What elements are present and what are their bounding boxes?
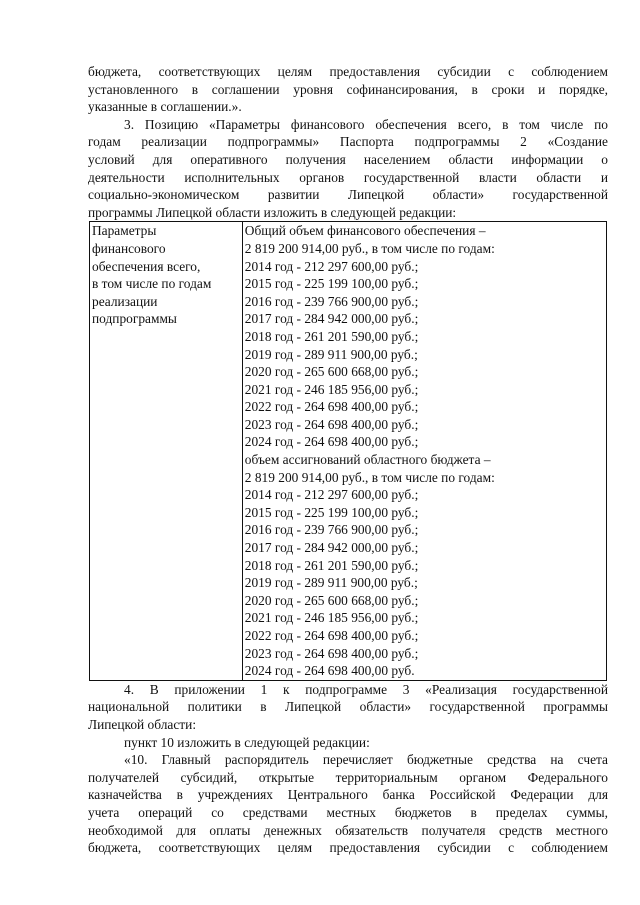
value-line: 2 819 200 914,00 руб., в том числе по годам: (244, 469, 495, 485)
value-line: 2018 год - 261 201 590,00 руб.; (244, 328, 419, 344)
value-line: 2014 год - 212 297 600,00 руб.; (244, 258, 419, 274)
value-line: 2023 год - 264 698 400,00 руб.; (244, 416, 419, 432)
value-line: 2019 год - 289 911 900,00 руб.; (244, 575, 418, 591)
text-line: программы Липецкой области изложить в следующей редакции: (88, 204, 457, 220)
text-line: 4. В приложении 1 к подпрограмме 3 «Реализация государственной (124, 681, 608, 697)
text-line: 3. Позицию «Параметры финансового обеспечения всего, в том числе по (124, 116, 608, 132)
value-line: Общий объем финансового обеспечения – (244, 223, 486, 239)
value-line: 2015 год - 225 199 100,00 руб.; (244, 276, 419, 292)
label-line: в том числе по годам (92, 276, 212, 292)
text-line: годам реализации подпрограммы» Паспорта подпрограммы 2 «Создание (88, 134, 608, 150)
item-4-paragraph (88, 681, 608, 734)
item-3-paragraph (88, 116, 608, 222)
text-line: социально-экономическом развитии Липецкой области» государственной (88, 187, 608, 203)
text-line: национальной политики в Липецкой области» государственной программы (88, 699, 608, 715)
point-10-intro: пункт 10 изложить в следующей редакции: (124, 734, 370, 750)
text-line: указанные в соглашении.». (88, 99, 242, 115)
text-line: деятельности исполнительных органов государственной власти области и (88, 169, 608, 185)
value-line: 2015 год - 225 199 100,00 руб.; (244, 504, 419, 520)
text-line: получателей субсидий, открытые территориальным органом Федерального (88, 769, 608, 785)
text-line: установленного в соглашении уровня софинансирования, в сроки и порядке, (88, 81, 608, 97)
value-line: 2 819 200 914,00 руб., в том числе по годам: (244, 240, 495, 256)
label-line: Параметры (92, 223, 157, 239)
text-line: «10. Главный распорядитель перечисляет бюджетные средства на счета (124, 752, 608, 768)
value-line: объем ассигнований областного бюджета – (244, 452, 491, 468)
value-line: 2018 год - 261 201 590,00 руб.; (244, 557, 419, 573)
value-line: 2019 год - 289 911 900,00 руб.; (244, 346, 418, 362)
label-line: обеспечения всего, (92, 258, 201, 274)
value-line: 2014 год - 212 297 600,00 руб.; (244, 487, 419, 503)
value-line: 2017 год - 284 942 000,00 руб.; (244, 311, 419, 327)
label-line: реализации (92, 293, 158, 309)
parameter-value-cell (242, 222, 606, 680)
table-row (90, 222, 607, 680)
text-line: условий для оперативного получения населением области информации о (88, 151, 608, 167)
point-10-paragraph (88, 751, 608, 857)
text-line: бюджета, соответствующих целям предоставления субсидии с соблюдением (88, 840, 608, 856)
text-line: учета операций со средствами местных бюджетов в пределах суммы, (88, 804, 608, 820)
value-line: 2024 год - 264 698 400,00 руб.; (244, 434, 419, 450)
intro-paragraph (88, 63, 608, 116)
value-line: 2022 год - 264 698 400,00 руб.; (244, 399, 419, 415)
value-line: 2020 год - 265 600 668,00 руб.; (244, 592, 419, 608)
value-line: 2016 год - 239 766 900,00 руб.; (244, 293, 419, 309)
text-line: Липецкой области: (88, 716, 197, 732)
text-line: необходимой для оплаты денежных обязательств получателя средств местного (88, 822, 608, 838)
value-line: 2016 год - 239 766 900,00 руб.; (244, 522, 419, 538)
value-line: 2024 год - 264 698 400,00 руб. (244, 663, 415, 679)
value-line: 2017 год - 284 942 000,00 руб.; (244, 540, 419, 556)
value-line: 2021 год - 246 185 956,00 руб.; (244, 610, 419, 626)
label-line: финансового (92, 240, 166, 256)
value-line: 2023 год - 264 698 400,00 руб.; (244, 645, 419, 661)
parameter-label-cell (90, 222, 243, 680)
value-line: 2020 год - 265 600 668,00 руб.; (244, 364, 419, 380)
financing-parameters-table (89, 221, 607, 680)
value-line: 2022 год - 264 698 400,00 руб.; (244, 628, 419, 643)
value-line: 2021 год - 246 185 956,00 руб.; (244, 381, 419, 397)
text-line: бюджета, соответствующих целям предоставления субсидии с соблюдением (88, 64, 608, 79)
label-line: подпрограммы (92, 311, 177, 327)
text-line: казначейства в учреждениях Центрального банка Российской Федерации для (88, 787, 608, 803)
document-page (88, 63, 608, 857)
